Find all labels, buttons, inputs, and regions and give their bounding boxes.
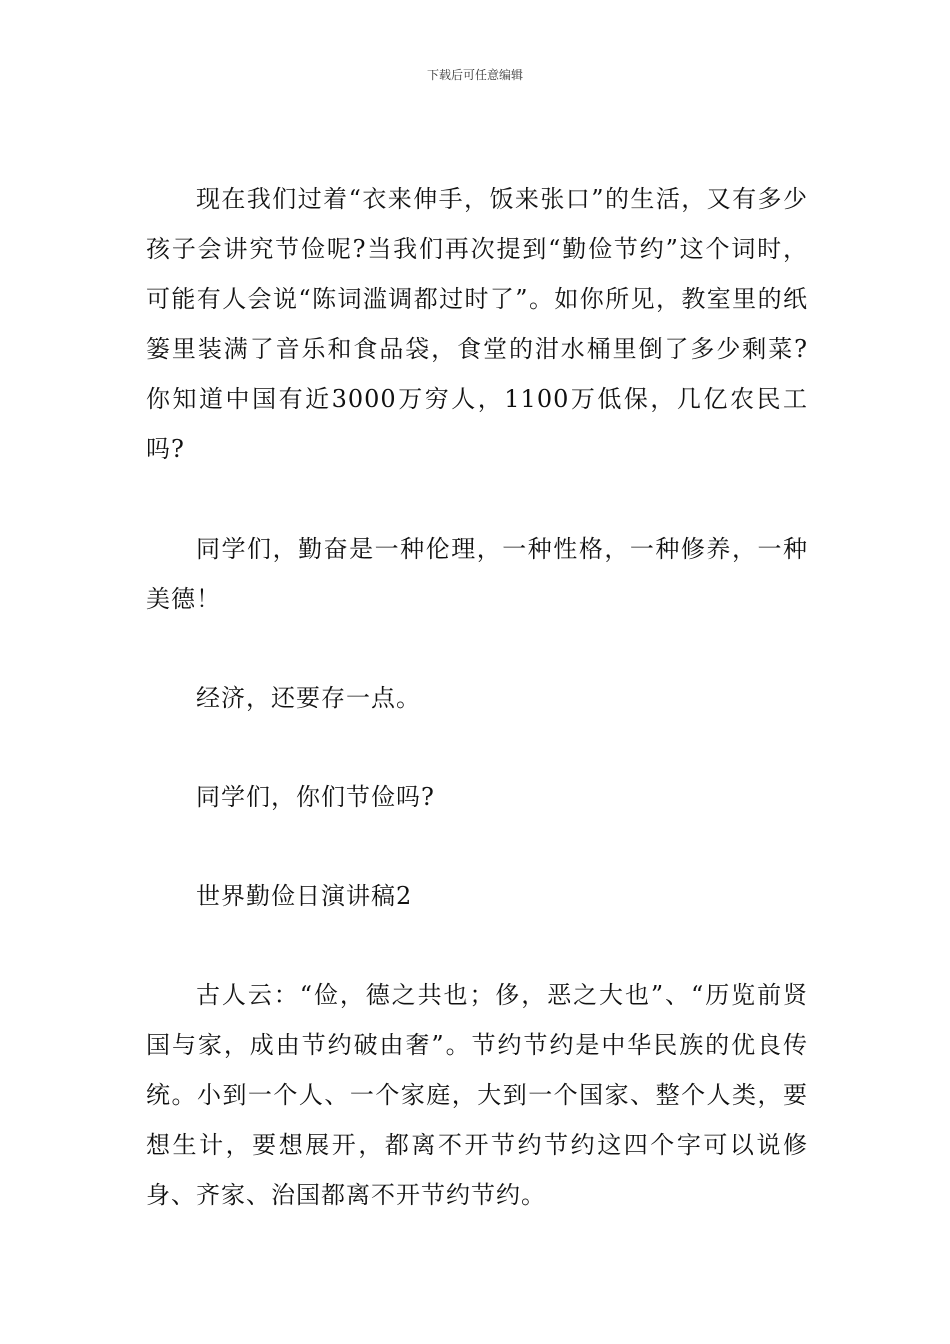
section-heading: 世界勤俭日演讲稿2 (196, 882, 413, 910)
paragraph: 经济，还要存一点。 (196, 684, 421, 712)
paragraph: 同学们，勤奋是一种伦理，一种性格，一种修养，一种美德！ (146, 535, 808, 613)
paragraph: 同学们，你们节俭吗? (196, 783, 435, 811)
paragraph: 现在我们过着“衣来伸手，饭来张口”的生活，又有多少孩子会讲究节俭呢?当我们再次提到“勤俭节约”这个词时，可能有人会说“陈词滥调都过时了”。如你所见，教室里的纸篓里装满了音乐和食品袋，食堂的泔水桶里倒了多少剩菜?你知道中国有近3000万穷人，1100万低保，几亿农民工吗? (146, 185, 808, 463)
page-header-note: 下载后可任意编辑 (426, 68, 523, 82)
paragraph: 古人云：“俭，德之共也；侈，恶之大也”、“历览前贤国与家，成由节约破由奢”。节约节约是中华民族的优良传统。小到一个人、一个家庭，大到一个国家、整个人类，要想生计，要想展开，都离不开节约节约这四个字可以说修身、齐家、治国都离不开节约节约。 (146, 981, 808, 1209)
